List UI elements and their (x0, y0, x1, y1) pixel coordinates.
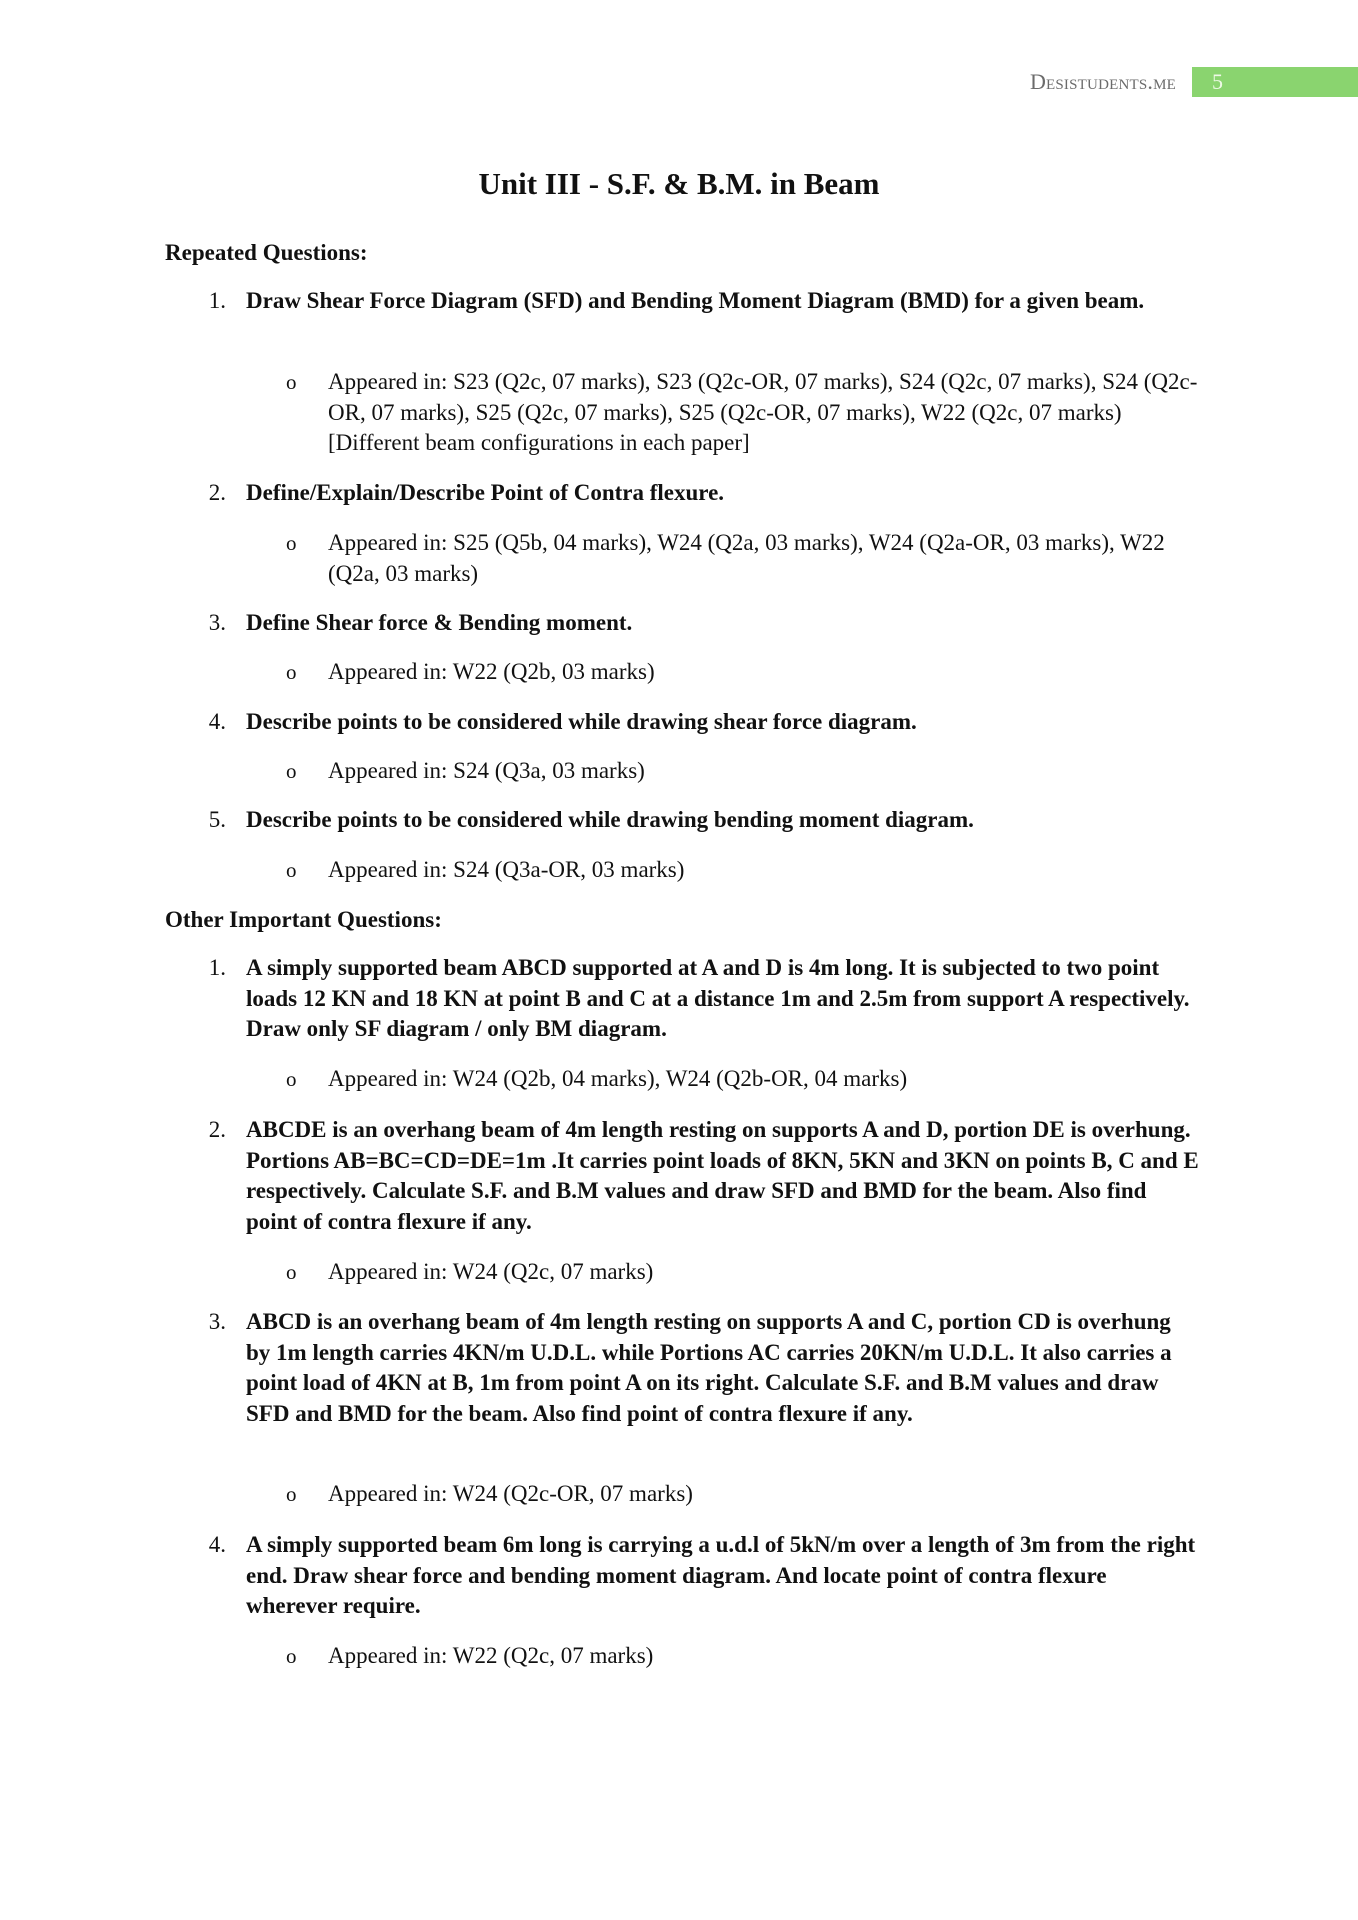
appeared-item (286, 367, 1201, 459)
question-item (200, 478, 1200, 509)
appeared-item (286, 1064, 1201, 1095)
appeared-text: Appeared in: S24 (Q3a, 03 marks) (328, 758, 645, 783)
question-item (200, 707, 1200, 738)
question-item (200, 286, 1200, 317)
question-text: Describe points to be considered while drawing shear force diagram. (246, 709, 917, 734)
question-item (200, 1530, 1200, 1622)
appeared-text: Appeared in: W24 (Q2c-OR, 07 marks) (328, 1481, 693, 1506)
question-item (200, 1115, 1200, 1237)
page-number-badge (1192, 67, 1358, 97)
appeared-text: Appeared in: W24 (Q2b, 04 marks), W24 (Q2b-OR, 04 marks) (328, 1066, 908, 1091)
section-heading-other: Other Important Questions: (165, 907, 442, 932)
question-text: Draw Shear Force Diagram (SFD) and Bending Moment Diagram (BMD) for a given beam. (246, 288, 1145, 313)
appeared-item (286, 855, 1201, 886)
question-text: Describe points to be considered while drawing bending moment diagram. (246, 807, 974, 832)
question-number: 1. (208, 288, 226, 313)
question-text: A simply supported beam ABCD supported at A and D is 4m long. It is subjected to two point loads 12 KN and 18 KN at point B and C at a distance 1m and 2.5m from support A respectively. Draw only SF diagram / only BM diagram. (246, 955, 1190, 1042)
site-name: Desistudents.me (1029, 69, 1176, 94)
bullet-icon: o (286, 1482, 297, 1506)
question-number: 2. (208, 480, 226, 505)
question-number: 4. (208, 709, 226, 734)
appeared-item (286, 657, 1201, 688)
bullet-icon: o (286, 1260, 297, 1284)
question-item (200, 608, 1200, 639)
section-heading-repeated: Repeated Questions: (165, 240, 368, 265)
appeared-text: Appeared in: S25 (Q5b, 04 marks), W24 (Q2a, 03 marks), W24 (Q2a-OR, 03 marks), W22 (Q2a, 03 marks) (328, 530, 1165, 586)
bullet-icon: o (286, 660, 297, 684)
appeared-text: Appeared in: S23 (Q2c, 07 marks), S23 (Q2c-OR, 07 marks), S24 (Q2c, 07 marks), S24 (Q2c-OR, 07 marks), S25 (Q2c, 07 marks), S25 (Q2c-OR, 07 marks), W22 (Q2c, 07 marks) [Different beam configurations in each paper] (328, 369, 1198, 456)
question-number: 1. (208, 955, 226, 980)
bullet-icon: o (286, 1067, 297, 1091)
appeared-item (286, 1641, 1201, 1672)
question-item (200, 805, 1200, 836)
page-title: Unit III - S.F. & B.M. in Beam (478, 166, 880, 201)
appeared-item (286, 756, 1201, 787)
bullet-icon: o (286, 858, 297, 882)
appeared-item (286, 1257, 1201, 1288)
question-text: ABCDE is an overhang beam of 4m length resting on supports A and D, portion DE is overhung. Portions AB=BC=CD=DE=1m .It carries point loads of 8KN, 5KN and 3KN on points B, C and E respectively. Calculate S.F. and B.M values and draw SFD and BMD for the beam. Also find point of contra flexure if any. (246, 1117, 1199, 1234)
appeared-text: Appeared in: S24 (Q3a-OR, 03 marks) (328, 857, 685, 882)
question-text: ABCD is an overhang beam of 4m length resting on supports A and C, portion CD is overhung by 1m length carries 4KN/m U.D.L. while Portions AC carries 20KN/m U.D.L. It also carries a point load of 4KN at B, 1m from point A on its right. Calculate S.F. and B.M values and draw SFD and BMD for the beam. Also find point of contra flexure if any. (246, 1309, 1172, 1426)
question-number: 2. (208, 1117, 226, 1142)
bullet-icon: o (286, 370, 297, 394)
question-number: 5. (208, 807, 226, 832)
appeared-text: Appeared in: W22 (Q2c, 07 marks) (328, 1643, 654, 1668)
bullet-icon: o (286, 1644, 297, 1668)
appeared-item (286, 528, 1201, 589)
question-item (200, 1307, 1200, 1429)
appeared-text: Appeared in: W24 (Q2c, 07 marks) (328, 1259, 654, 1284)
question-number: 3. (208, 1309, 226, 1334)
question-text: Define Shear force & Bending moment. (246, 610, 633, 635)
question-number: 4. (208, 1532, 226, 1557)
question-text: A simply supported beam 6m long is carrying a u.d.l of 5kN/m over a length of 3m from the right end. Draw shear force and bending moment diagram. And locate point of contra flexure wherever require. (246, 1532, 1196, 1619)
question-item (200, 953, 1200, 1045)
appeared-item (286, 1479, 1201, 1510)
bullet-icon: o (286, 531, 297, 555)
bullet-icon: o (286, 759, 297, 783)
page-number: 5 (1212, 69, 1223, 94)
question-number: 3. (208, 610, 226, 635)
appeared-text: Appeared in: W22 (Q2b, 03 marks) (328, 659, 655, 684)
question-text: Define/Explain/Describe Point of Contra flexure. (246, 480, 725, 505)
